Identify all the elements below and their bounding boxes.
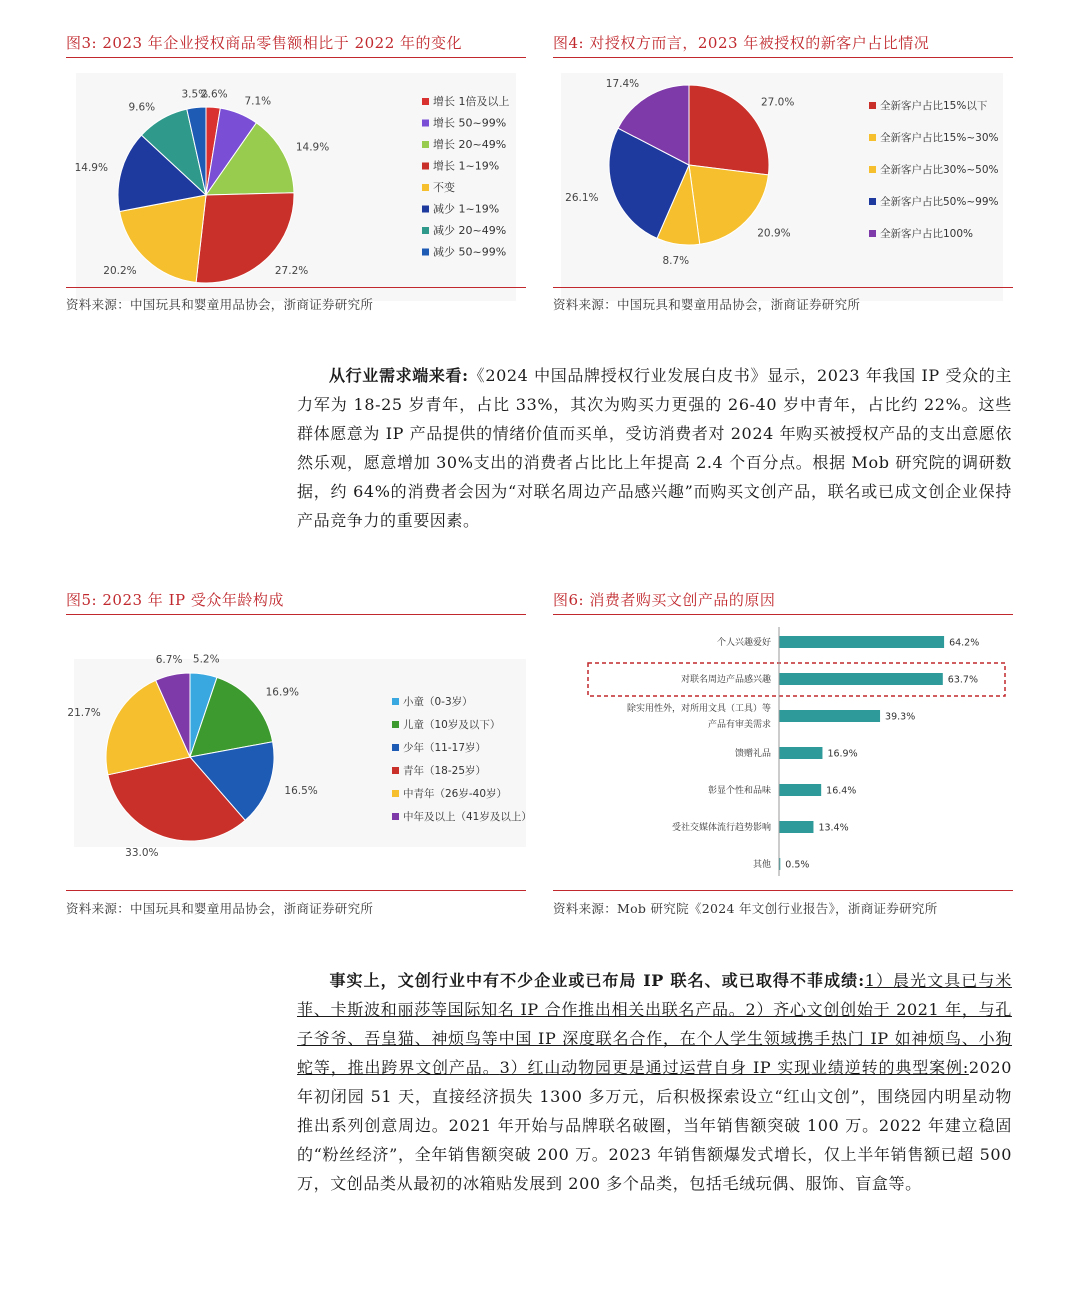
bar-category-label: 馈赠礼品 [734,749,771,759]
figure-5-bottom-rule [66,890,526,891]
legend-swatch [422,206,429,213]
legend-swatch [869,198,876,205]
paragraph-cases-lead: 事实上，文创行业中有不少企业或已布局 IP 联名、或已取得不菲成绩: [329,971,865,990]
pie-data-label: 21.7% [67,706,101,719]
figure-3-top-rule [66,57,526,58]
pie-data-label: 7.1% [244,95,272,108]
bar-data-label: 13.4% [818,822,849,834]
bar-category-label: 个人兴趣爱好 [716,638,771,648]
figure-5-source: 资料来源：中国玩具和婴童用品协会，浙商证券研究所 [66,901,374,916]
legend-swatch [422,184,429,191]
figure-4-title: 图4: 对授权方而言，2023 年被授权的新客户占比情况 [553,34,930,52]
bar [779,821,813,833]
bar [779,636,944,648]
legend-label: 中年及以上（41岁及以上） [403,811,532,823]
legend-swatch [392,744,399,751]
figure-5 [66,589,532,919]
pie-data-label: 33.0% [125,846,159,859]
pie-data-label: 27.2% [274,265,309,278]
pie-data-label: 6.7% [155,654,183,667]
legend-swatch [392,698,399,705]
pie-data-label: 8.7% [662,255,690,268]
figure-6-bottom-rule [553,890,1013,891]
figure-3-source: 资料来源：中国玩具和婴童用品协会，浙商证券研究所 [66,297,374,312]
figure-3-title: 图3: 2023 年企业授权商品零售额相比于 2022 年的变化 [66,34,463,52]
legend-label: 增长 1~19% [433,159,500,173]
pie-data-label: 16.9% [265,686,299,699]
legend-swatch [869,102,876,109]
legend-swatch [392,790,399,797]
legend-swatch [422,141,429,148]
figure-3 [66,32,526,322]
figure-6 [553,589,1013,919]
case-hongshan-zoo: 3）红山动物园更是通过运营自身 IP 实现业绩逆转的典型案例: [499,1058,969,1077]
pie-data-label: 16.5% [284,784,318,797]
paragraph-ip-cases [297,966,1012,1198]
case-qixin: 2）齐心文创创始于 2021 年，与孔子爷爷、吾皇猫、神烦鸟等中国 IP 深度联名合作，在个人学生领域携手热门 IP 如神烦鸟、小狗蛇等，推出跨界文创产品。 [297,1000,1012,1077]
bar-category-label: 彰显个性和品味 [707,786,771,796]
figure-6-top-rule [553,614,1013,615]
bar-category-label: 对联名周边产品感兴趣 [680,675,771,685]
case-hongshan-detail: 2020 年初闭园 51 天，直接经济损失 1300 多万元，后积极探索设立“红山文创”，围绕园内明星动物推出系列创意周边。2021 年开始与品牌联名破圈，当年销售额突破 100 万。2022 年建立稳固的“粉丝经济”，全年销售额突破 200 万。2023 年销售额爆发式增长，仅上半年销售额已超 500 万，文创品类从最初的冰箱贴发展到 200 多个品类，包括毛绒玩偶、服饰、盲盒等。 [297,1058,1012,1193]
paragraph-demand-side [297,361,1012,535]
figure-6-bar-chart [553,625,1013,885]
figure-3-panel [76,73,516,301]
figure-6-source: 资料来源：Mob 研究院《2024 年文创行业报告》，浙商证券研究所 [553,901,938,916]
legend-label: 全新客户占比15%~30% [880,132,999,144]
pie-data-label: 26.1% [565,192,599,205]
pie-data-label: 14.9% [74,161,108,174]
legend-label: 儿童（10岁及以下） [403,719,501,731]
figure-4-panel [561,73,1003,301]
paragraph-demand-lead: 从行业需求端来看: [329,366,469,385]
pie-data-label: 2.6% [200,88,228,101]
bar [779,747,822,759]
bar [779,673,943,685]
figure-3-bottom-rule [66,287,526,288]
pie-data-label: 20.9% [757,227,791,240]
legend-swatch [422,163,429,170]
pie-data-label: 27.0% [760,96,795,109]
pie-data-label: 3.5% [181,88,209,101]
legend-label: 减少 1~19% [433,202,500,216]
legend-label: 减少 20~49% [433,224,507,237]
legend-label: 减少 50~99% [433,245,507,259]
legend-label: 小童（0-3岁） [403,696,473,708]
bar-data-label: 63.7% [947,674,978,686]
legend-swatch [422,120,429,127]
pie-data-label: 5.2% [192,653,220,666]
legend-label: 增长 20~49% [433,138,507,151]
legend-swatch [392,721,399,728]
bar-category-label: 除实用性外，对所用文具（工具）等 [626,704,771,714]
legend-swatch [869,230,876,237]
case-chenguang: 1）晨光文具已与米菲、卡斯波和丽莎等国际知名 IP 合作推出相关出联名产品。 [297,971,1012,1019]
pie-data-label: 9.6% [128,101,156,114]
legend-label: 增长 1倍及以上 [433,95,510,108]
bar-data-label: 16.4% [826,785,857,797]
legend-label: 少年（11-17岁） [403,742,487,754]
legend-label: 中青年（26岁-40岁） [403,788,508,800]
legend-swatch [422,227,429,234]
bar [779,710,880,722]
legend-swatch [422,98,429,105]
legend-swatch [422,249,429,256]
figure-4-source: 资料来源：中国玩具和婴童用品协会，浙商证券研究所 [553,297,861,312]
figure-4-bottom-rule [553,287,1013,288]
figure-5-title: 图5: 2023 年 IP 受众年龄构成 [66,591,284,609]
figure-5-panel [67,653,532,859]
legend-label: 青年（18-25岁） [403,765,487,777]
figure-5-pie-chart [67,653,532,859]
pie-data-label: 17.4% [605,77,640,90]
bar-data-label: 0.5% [785,859,810,871]
legend-swatch [392,813,399,820]
bar-category-label: 其他 [752,860,771,870]
bar [779,784,821,796]
legend-swatch [869,166,876,173]
bar-data-label: 64.2% [949,637,980,649]
paragraph-demand-body: 《2024 中国品牌授权行业发展白皮书》显示，2023 年我国 IP 受众的主力军为 18-25 岁青年，占比 33%，其次为购买力更强的 26-40 岁中青年，占比约 22%。这些群体愿意为 IP 产品提供的情绪价值而买单，受访消费者对 2024 年购买被授权产品的支出意愿依然乐观，愿意增加 30%支出的消费者占比比上年提高 2.4 个百分点。根据 Mob 研究院的调研数据，约 64%的消费者会因为“对联名周边产品感兴趣”而购买文创产品，联名或已成文创企业保持产品竞争力的重要因素。 [297,366,1012,530]
figure-4-pie-chart [561,73,1003,301]
legend-label: 全新客户占比15%以下 [880,100,988,112]
figure-3-pie-chart [76,73,516,301]
bar-data-label: 16.9% [827,748,858,760]
bar-category-label: 产品有审美需求 [707,720,771,730]
pie-slice [689,85,769,175]
pie-data-label: 20.2% [103,264,137,277]
legend-label: 增长 50~99% [433,116,507,130]
legend-label: 不变 [433,181,455,194]
legend-label: 全新客户占比50%~99% [880,196,999,208]
figure-4-top-rule [553,57,1013,58]
figure-4 [553,32,1013,322]
bar-category-label: 受社交媒体流行趋势影响 [671,823,771,833]
figure-5-top-rule [66,614,526,615]
legend-label: 全新客户占比100% [880,228,974,240]
figure-6-title: 图6: 消费者购买文创产品的原因 [553,591,776,609]
legend-swatch [392,767,399,774]
legend-swatch [869,134,876,141]
pie-data-label: 14.9% [295,141,330,154]
bar-data-label: 39.3% [885,711,916,723]
legend-label: 全新客户占比30%~50% [880,164,999,176]
